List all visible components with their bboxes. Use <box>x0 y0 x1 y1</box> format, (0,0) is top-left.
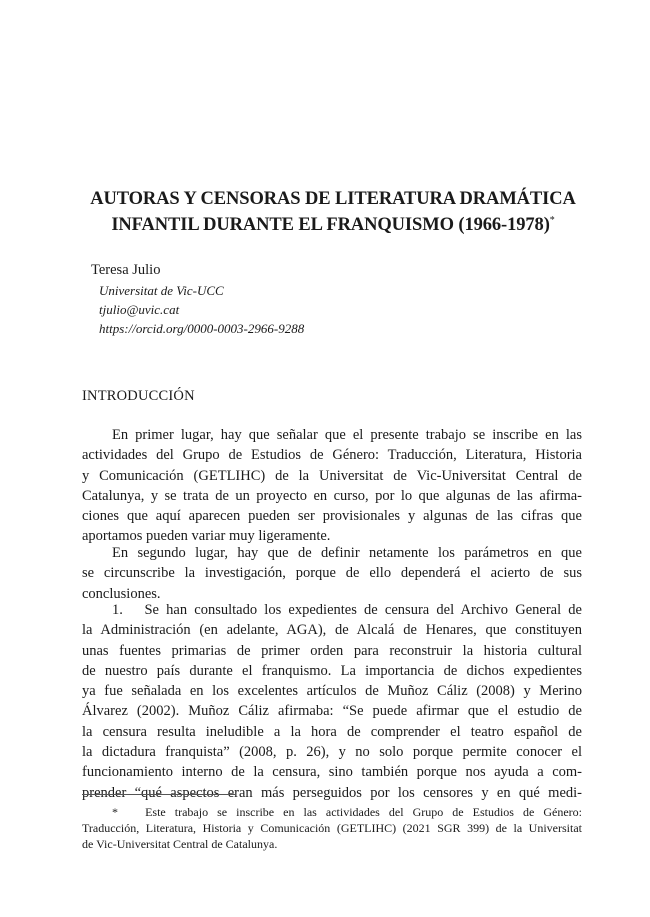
paragraph-line: 1. Se han consultado los expedientes de censura del Archivo General de <box>112 602 582 618</box>
author-email: tjulio@uvic.cat <box>99 302 180 317</box>
author-orcid: https://orcid.org/0000-0003-2966-9288 <box>99 321 305 336</box>
paragraph-line: ya fue señalada en los excelentes artículos de Muñoz Cáliz (2008) y Merino <box>82 683 582 700</box>
paragraph-2 <box>82 543 582 604</box>
paragraph-line: En segundo lugar, hay que de definir netamente los parámetros en que <box>112 545 582 561</box>
paragraph-1 <box>82 425 582 547</box>
title-line-1: AUTORAS Y CENSORAS DE LITERATURA DRAMÁTICA <box>90 189 576 209</box>
title-line-2 <box>80 212 586 238</box>
footnote <box>82 804 582 852</box>
paragraph-line: Catalunya, y se trata de un proyecto en curso, por lo que algunas de las afirma- <box>82 487 582 504</box>
paragraph-line: de nuestro país durante el franquismo. La importancia de dichos expedientes <box>82 662 582 679</box>
paragraph-line: unas fuentes primarias de primer orden para reconstruir la historia cultural <box>82 642 582 659</box>
paragraph-line: conclusiones. <box>82 585 161 602</box>
paragraph-line: la dictadura franquista” (2008, p. 26), y no solo porque permite conocer el <box>82 744 582 761</box>
footnote-line: de Vic-Universitat Central de Catalunya. <box>82 837 278 851</box>
paragraph-line: la censura resulta ineludible a la hora de comprender el teatro español de <box>82 723 582 740</box>
footnote-line: * Este trabajo se inscribe en las actividades del Grupo de Estudios de Género: <box>112 805 582 819</box>
footnote-line: Traducción, Literatura, Historia y Comunicación (GETLIHC) (2021 SGR 399) de la Universitat <box>82 821 582 835</box>
paragraph-line: la Administración (en adelante, AGA), de Alcalá de Henares, que constituyen <box>82 622 582 639</box>
paragraph-line: funcionamiento interno de la censura, sino también porque nos ayuda a com- <box>82 764 582 781</box>
paragraph-line: aportamos pueden variar muy ligeramente. <box>82 528 331 545</box>
paragraph-line: prender “qué aspectos eran más perseguidos por los censores y en qué medi- <box>82 784 582 801</box>
footnote-divider <box>82 794 236 795</box>
title-line-2-text: INFANTIL DURANTE EL FRANQUISMO (1966-1978) <box>111 215 550 235</box>
paragraph-3 <box>82 600 582 803</box>
paragraph-line: En primer lugar, hay que señalar que el presente trabajo se inscribe en las <box>112 427 582 443</box>
paragraph-line: y Comunicación (GETLIHC) de la Universitat de Vic-Universitat Central de <box>82 467 582 484</box>
author-name: Teresa Julio <box>91 262 161 278</box>
article-title <box>80 186 586 238</box>
paragraph-line: ciones que aquí aparecen pueden ser provisionales y algunas de las cifras que <box>82 508 582 525</box>
author-affiliation: Universitat de Vic-UCC <box>99 283 224 298</box>
section-heading: INTRODUCCIÓN <box>82 388 195 404</box>
paragraph-line: actividades del Grupo de Estudios de Género: Traducción, Literatura, Historia <box>82 447 582 464</box>
footnote-marker: * <box>549 214 555 226</box>
paragraph-line: Álvarez (2002). Muñoz Cáliz afirmaba: “Se puede afirmar que el estudio de <box>82 703 582 720</box>
paragraph-line: se circunscribe la investigación, porque de ello dependerá el acierto de sus <box>82 565 582 582</box>
